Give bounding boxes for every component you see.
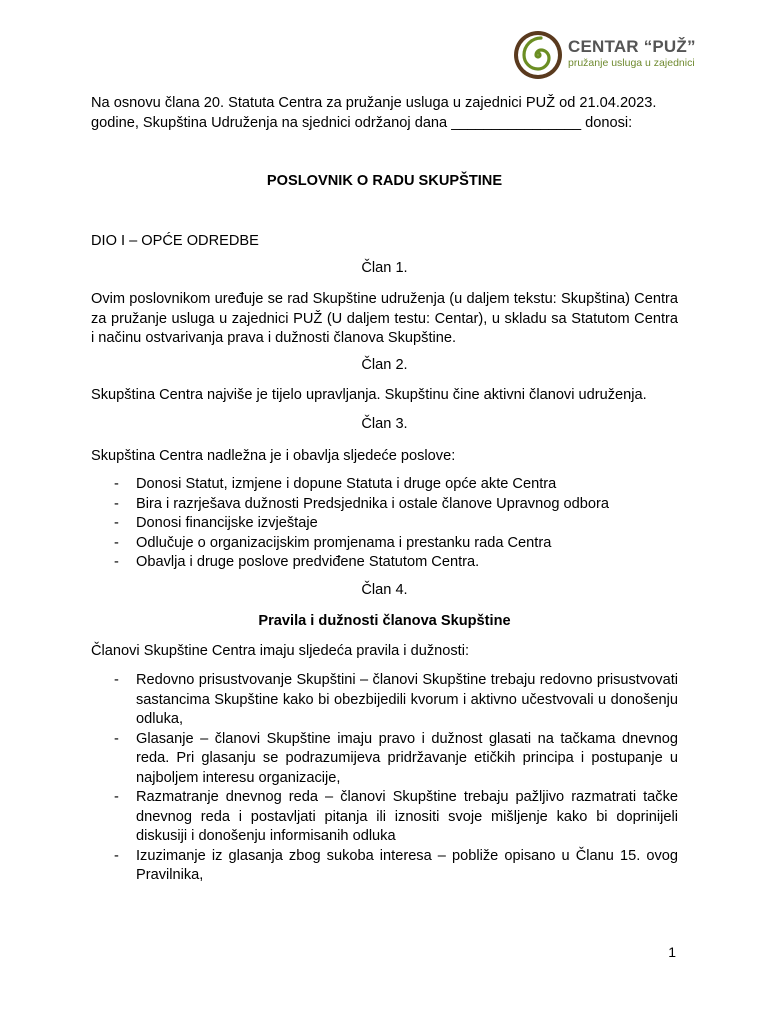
- list-item: - Razmatranje dnevnog reda – članovi Skupštine trebaju pažljivo razmatrati tačke dnevnog reda i postavljati pitanja ili iznositi svoje mišljenje kako bi doprinijeli diskusiji i donošenju informisanih odluka: [91, 788, 678, 847]
- list-item: - Izuzimanje iz glasanja zbog sukoba interesa – pobliže opisano u Članu 15. ovog Pravilnika,: [91, 847, 678, 886]
- section-block: [91, 232, 678, 252]
- list-item: - Odlučuje o organizacijskim promjenama i prestanku rada Centra: [91, 534, 678, 554]
- clan-4-heading: Član 4.: [361, 582, 408, 598]
- logo-tagline: pružanje usluga u zajednici: [568, 57, 695, 69]
- clan-4-list: [91, 671, 678, 886]
- clan-3-heading: Član 3.: [361, 416, 408, 432]
- clan-2-heading-block: [91, 356, 678, 376]
- page-number: 1: [668, 944, 676, 960]
- intro-block: [91, 94, 678, 133]
- snail-spiral-icon: [511, 28, 565, 82]
- clan-4-heading-block: [91, 581, 678, 601]
- clan-4-text-block: [91, 642, 678, 662]
- clan-2-text-block: [91, 386, 678, 406]
- clan-3-heading-block: [91, 415, 678, 435]
- intro-paragraph: Na osnovu člana 20. Statuta Centra za pružanje usluga u zajednici PUŽ od 21.04.2023. godine, Skupština Udruženja na sjednici održanoj dana ________________ donosi:: [91, 95, 657, 131]
- clan-1-heading: Član 1.: [361, 260, 408, 276]
- clan-3-list-block: [91, 475, 678, 573]
- clan-4-subheading: Pravila i dužnosti članova Skupštine: [258, 613, 511, 629]
- section-heading: DIO I – OPĆE ODREDBE: [91, 233, 259, 249]
- clan-4-subheading-block: [91, 612, 678, 632]
- list-item: - Donosi financijske izvještaje: [91, 514, 678, 534]
- list-item: - Bira i razrješava dužnosti Predsjednika i ostale članove Upravnog odbora: [91, 495, 678, 515]
- clan-2-heading: Član 2.: [361, 357, 408, 373]
- clan-3-text-block: [91, 447, 678, 467]
- title-block: [91, 172, 678, 192]
- logo: [511, 28, 696, 82]
- list-item: - Donosi Statut, izmjene i dopune Statuta i druge opće akte Centra: [91, 475, 678, 495]
- clan-1-text-block: [91, 290, 678, 349]
- list-item: - Glasanje – članovi Skupštine imaju pravo i dužnost glasati na tačkama dnevnog reda. Pri glasanju se podrazumijeva pridržavanje etičkih principa i postupanje u najboljem interesu organizacije,: [91, 730, 678, 789]
- document-title: POSLOVNIK O RADU SKUPŠTINE: [266, 173, 503, 189]
- list-item: - Obavlja i druge poslove predviđene Statutom Centra.: [91, 553, 678, 573]
- clan-1-heading-block: [91, 259, 678, 279]
- clan-4-text: Članovi Skupštine Centra imaju sljedeća pravila i dužnosti:: [91, 643, 470, 659]
- clan-2-text: Skupština Centra najviše je tijelo upravljanja. Skupštinu čine aktivni članovi udruženja.: [91, 387, 647, 403]
- clan-1-text: Ovim poslovnikom uređuje se rad Skupštine udruženja (u daljem tekstu: Skupština) Centra za pružanje usluga u zajednici PUŽ (U daljem testu: Centar), u skladu sa Statutom Centra i načinu ostvarivanja prava i dužnosti članova Skupštine.: [91, 291, 678, 346]
- clan-3-list: [91, 475, 678, 573]
- list-item: - Redovno prisustvovanje Skupštini – članovi Skupštine trebaju redovno prisustvovati sastancima Skupštine kako bi obezbijedili kvorum i aktivno učestvovali u donošenju odluka,: [91, 671, 678, 730]
- clan-4-list-block: [91, 671, 678, 886]
- clan-3-text: Skupština Centra nadležna je i obavlja sljedeće poslove:: [91, 448, 456, 464]
- logo-name: CENTAR “PUŽ”: [568, 37, 696, 56]
